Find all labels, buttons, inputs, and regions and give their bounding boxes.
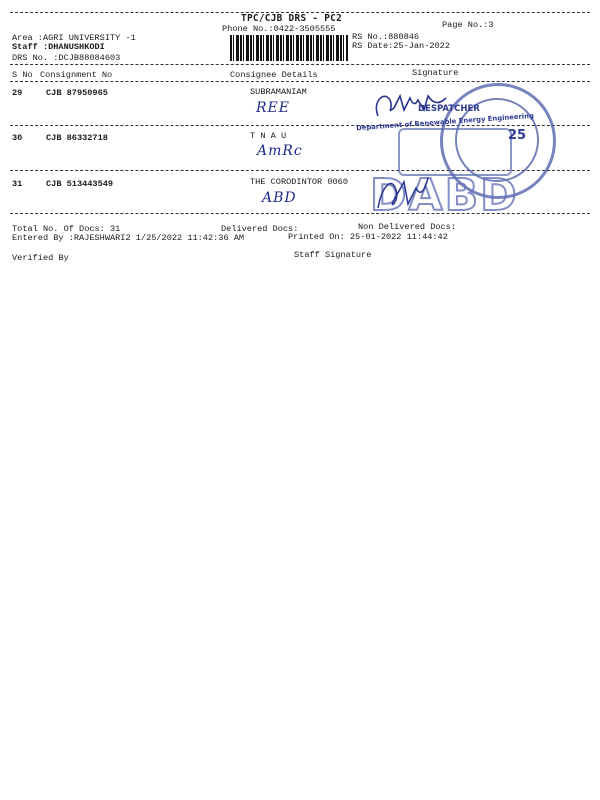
column-header-signature: Signature — [412, 68, 459, 78]
phone-number: Phone No.:0422-3505555 — [222, 24, 336, 34]
row-sno: 29 — [12, 88, 23, 98]
header-rule — [10, 64, 590, 65]
page-number: Page No.:3 — [442, 20, 494, 30]
row-consignee: T N A U — [250, 131, 287, 141]
staff-label: Staff :DHANUSHKODI — [12, 42, 105, 52]
row-sno: 31 — [12, 179, 23, 189]
printed-on: Printed On: 25-01-2022 11:44:42 — [288, 232, 448, 242]
entered-by: Entered By :RAJESHWARI2 1/25/2022 11:42:36 AM — [12, 233, 245, 243]
column-header-consignee: Consignee Details — [230, 70, 318, 80]
row-sno: 30 — [12, 133, 23, 143]
area-label: Area :AGRI UNIVERSITY -1 — [12, 33, 136, 43]
column-header-sno: S No — [12, 70, 33, 80]
department-stamp: Department of Renewable Energy Engineering — [355, 111, 535, 133]
column-rule — [10, 81, 590, 82]
signature-scribble — [372, 170, 432, 218]
rs-date: RS Date:25-Jan-2022 — [352, 41, 450, 51]
handwritten-note: ABD — [262, 190, 297, 206]
rs-number: RS No.:880846 — [352, 32, 420, 42]
row-consignment-no: CJB 86332718 — [46, 133, 108, 143]
handwritten-note: AmRc — [257, 143, 303, 159]
row-consignment-no: CJB 513443549 — [46, 179, 114, 189]
verified-by: Verified By — [12, 253, 69, 263]
staff-signature: Staff Signature — [294, 250, 372, 260]
document-title: TPC/CJB DRS - PC2 — [241, 13, 343, 24]
barcode — [230, 35, 348, 61]
non-delivered-docs: Non Delivered Docs: — [358, 222, 456, 232]
dabd-stamp: DABD — [370, 170, 519, 221]
date-stamp — [398, 128, 512, 176]
delivered-docs: Delivered Docs: — [221, 224, 299, 234]
signature-scribble — [370, 86, 460, 126]
column-header-consignment: Consignment No — [40, 70, 113, 80]
row-consignee: SUBRAMANIAM — [250, 87, 307, 97]
row-consignee: THE CORODINTOR 0060 — [250, 177, 348, 187]
total-docs: Total No. Of Docs: 31 — [12, 224, 121, 234]
handwritten-note: REE — [256, 100, 290, 116]
despatcher-stamp: DESPATCHER — [418, 104, 480, 114]
drs-number: DRS No. :DCJB88084603 — [12, 53, 121, 63]
row-consignment-no: CJB 87950965 — [46, 88, 108, 98]
date-stamp-text: 25 — [508, 128, 527, 143]
